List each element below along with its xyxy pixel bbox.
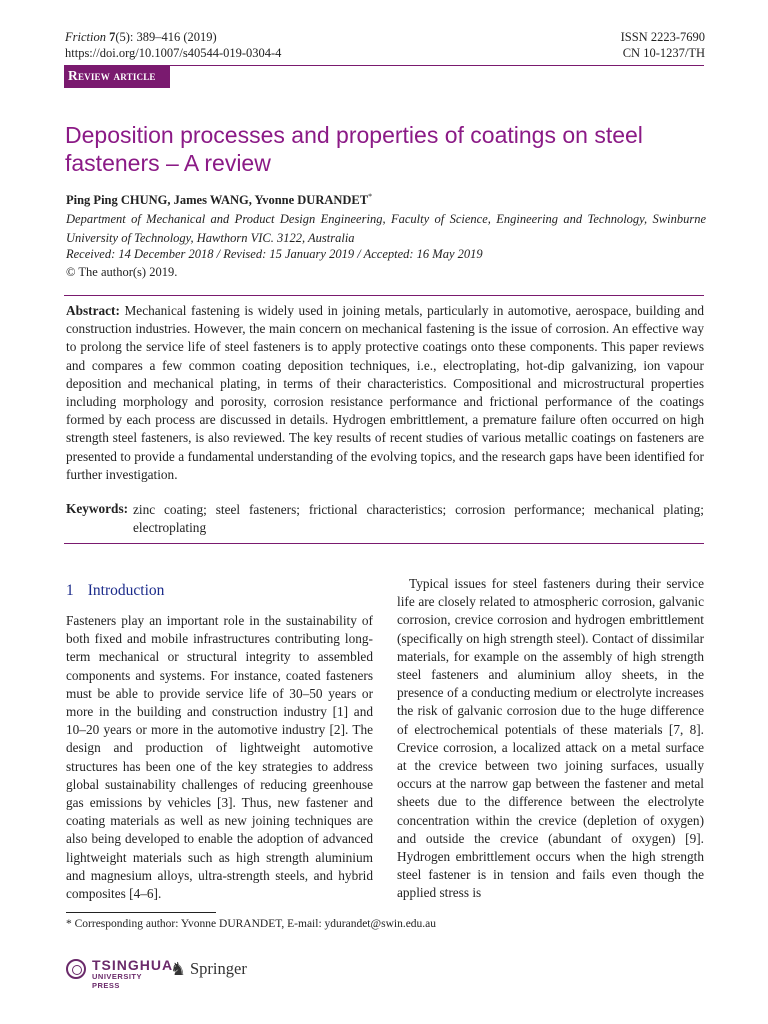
springer-horse-icon: ♞	[170, 959, 187, 979]
springer-wordmark: Springer	[190, 959, 247, 978]
section-title: Introduction	[87, 582, 165, 599]
section-number: 1	[66, 582, 74, 599]
tsinghua-seal-icon	[66, 959, 86, 979]
authors: Ping Ping CHUNG, James WANG, Yvonne DURANDET	[66, 193, 369, 208]
journal-header-right	[621, 29, 705, 61]
tsinghua-press-wordmark: UNIVERSITY PRESS	[92, 972, 142, 990]
corresponding-mark: *	[368, 192, 373, 201]
footnote: * Corresponding author: Yvonne DURANDET, E-mail: ydurandet@swin.edu.au	[66, 918, 437, 930]
abstract	[66, 302, 704, 484]
keywords-text: zinc coating; steel fasteners; frictional characteristics; corrosion performance; mechanical plating; electroplating	[133, 502, 704, 536]
copyright: © The author(s) 2019.	[66, 265, 178, 279]
tsinghua-logo	[66, 957, 174, 990]
footnote-rule	[66, 912, 216, 913]
body-column-right	[397, 575, 704, 903]
abstract-label: Abstract:	[66, 303, 120, 318]
section-heading	[66, 582, 164, 600]
article-type-label: Review article	[68, 68, 156, 83]
keywords-label: Keywords:	[66, 501, 129, 516]
journal-header-left	[65, 29, 281, 61]
abstract-text: Mechanical fastening is widely used in joining metals, particularly in automotive, aerospace, building and construction industries. However, the main concern on mechanical fastening is the issue of corrosion. An effective way to prolong the service life of steel fasteners is to apply protective coatings onto these components. This paper reviews and compares a few common coating deposition techniques, i.e., electroplating, hot-dip galvanizing, ion vapour deposition and mechanical plating, in terms of their characteristics. Compositional and microstructural properties including morphology and porosity, corrosion resistance performance and frictional performance of the coatings formed by each process are discussed in details. Hydrogen embrittlement, a premature failure often occurred on high strength steel fasteners, is also reviewed. The key results of recent studies of various metallic coatings on fasteners are presented to provide a fundamental understanding of the evolving topics, and the research gaps have been identified for further investigation.	[66, 303, 704, 482]
body-column-right-text: Typical issues for steel fasteners during their service life are closely related to atmospheric corrosion, galvanic corrosion, crevice corrosion and hydrogen embrittlement (specifically on high strength steel). Contact of dissimilar materials, for example on the assembly of high strength steel fasteners and aluminium alloy sheets, in the presence of a conducting medium or electrolyte increases the risk of galvanic corrosion due to the huge difference of electrochemical potentials of these materials [7, 8]. Crevice corrosion, a localized attack on a metal surface at the crevice between two joining surfaces, usually occurs at the narrow gap between the fastener and metal sheets due to the difference between the electrolyte concentration within the crevice (depletion of oxygen) and outside the crevice (abundant of oxygen) [9]. Hydrogen embrittlement occurs when the high strength steel fastener is in tension and fails even though the applied stress is	[397, 576, 704, 901]
doi-link[interactable]: https://doi.org/10.1007/s40544-019-0304-4	[65, 46, 282, 60]
author-list	[66, 192, 372, 208]
article-title: Deposition processes and properties of coatings on steel fasteners – A review	[65, 122, 643, 176]
tsinghua-wordmark: TSINGHUA	[92, 957, 174, 973]
article-dates: Received: 14 December 2018 / Revised: 15 January 2019 / Accepted: 16 May 2019	[66, 247, 483, 261]
journal-issue-pages: (5): 389–416 (2019)	[115, 30, 217, 44]
journal-volume: 7	[109, 30, 116, 44]
keywords-bottom-rule	[64, 543, 704, 544]
abstract-top-rule	[64, 295, 704, 296]
body-column-left: Fasteners play an important role in the sustainability of both fixed and mobile infrastructures contributing long-term mechanical or structural integrity to assembled components and systems. For instance, coated fasteners must be able to provide service life of 30–50 years or more in the building and construction industry [1] and 10–20 years or more in the automotive industry [2]. The design and production of lightweight automotive structures has been one of the key strategies to address global sustainability challenges of reducing greenhouse gas emissions by vehicles [3]. Thus, new fastener and coating materials as well as new joining techniques are also being developed to enable the adoption of advanced lightweight materials such as high strength aluminium and magnesium alloys, ultra-strength steels, and hybrid composites [4–6].	[66, 613, 373, 902]
journal-name: Friction	[65, 30, 106, 44]
issn: ISSN 2223-7690	[620, 30, 705, 44]
article-type-banner	[64, 66, 170, 88]
cn-number: CN 10-1237/TH	[622, 46, 705, 60]
affiliation: Department of Mechanical and Product Design Engineering, Faculty of Science, Engineering and Technology, Swinburne University of Technology, Hawthorn VIC. 3122, Australia	[66, 212, 706, 245]
springer-logo	[170, 957, 270, 983]
